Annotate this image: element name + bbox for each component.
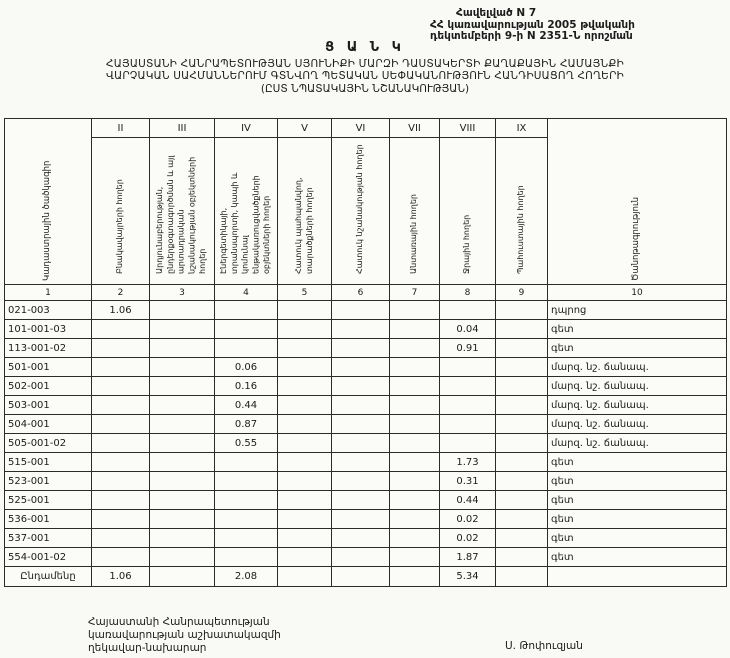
row-note: գետ <box>548 529 727 548</box>
row-value <box>278 396 332 415</box>
row-value <box>440 301 496 320</box>
row-value <box>215 301 278 320</box>
row-value <box>92 358 150 377</box>
row-note: գետ <box>548 320 727 339</box>
row-value <box>278 358 332 377</box>
row-value: 1.73 <box>440 453 496 472</box>
row-value <box>150 434 215 453</box>
row-value <box>215 339 278 358</box>
table-row <box>5 434 727 453</box>
table-body <box>5 301 727 587</box>
row-value <box>278 510 332 529</box>
row-value <box>215 472 278 491</box>
row-value <box>496 548 548 567</box>
row-note: մարզ. նշ. ճանապ. <box>548 415 727 434</box>
row-note: գետ <box>548 472 727 491</box>
row-value <box>215 453 278 472</box>
row-value <box>332 529 390 548</box>
title-line-1: ՀԱՅԱՍՏԱՆԻ ՀԱՆՐԱՊԵՏՈՒԹՅԱՆ ՍՅՈՒՆԻՔԻ ՄԱՐԶԻ ԴԱՍՏԱԿԵՐՏԻ ՔԱՂԱՔԱՅԻՆ ՀԱՄԱՅՆՔԻ <box>106 57 624 70</box>
row-value <box>150 548 215 567</box>
appendix-header <box>430 8 635 43</box>
row-note: գետ <box>548 339 727 358</box>
row-note: գետ <box>548 548 727 567</box>
col-number: 9 <box>496 285 548 301</box>
row-value <box>278 377 332 396</box>
row-value: 0.44 <box>440 491 496 510</box>
table-row <box>5 358 727 377</box>
row-note: մարզ. նշ. ճանապ. <box>548 396 727 415</box>
row-value <box>150 472 215 491</box>
row-cadastral-code: 502-001 <box>5 377 92 396</box>
row-value <box>332 567 390 587</box>
row-value <box>92 377 150 396</box>
row-value <box>496 510 548 529</box>
roman-numeral-row <box>5 119 727 138</box>
row-value: 0.02 <box>440 510 496 529</box>
table-row <box>5 529 727 548</box>
row-value <box>390 472 440 491</box>
row-cadastral-code: 501-001 <box>5 358 92 377</box>
table-row <box>5 510 727 529</box>
row-cadastral-code: 504-001 <box>5 415 92 434</box>
row-value <box>440 358 496 377</box>
table-row <box>5 415 727 434</box>
title-block <box>0 40 730 95</box>
table-row <box>5 453 727 472</box>
row-note: գետ <box>548 453 727 472</box>
row-cadastral-code: 021-003 <box>5 301 92 320</box>
row-value <box>332 548 390 567</box>
row-value <box>332 339 390 358</box>
row-value <box>390 396 440 415</box>
row-value <box>92 396 150 415</box>
row-value <box>278 320 332 339</box>
row-value <box>150 510 215 529</box>
row-value <box>92 415 150 434</box>
row-value <box>150 567 215 587</box>
row-value <box>92 548 150 567</box>
row-value <box>332 320 390 339</box>
row-value <box>390 377 440 396</box>
row-value <box>278 415 332 434</box>
row-value <box>92 434 150 453</box>
row-value: 0.55 <box>215 434 278 453</box>
row-value <box>496 567 548 587</box>
row-value <box>92 510 150 529</box>
col-number: 2 <box>92 285 150 301</box>
row-value <box>278 567 332 587</box>
row-value <box>215 320 278 339</box>
row-value <box>332 415 390 434</box>
page-title: Ց Ա Ն Կ <box>325 40 405 55</box>
row-value <box>390 339 440 358</box>
row-value: 0.91 <box>440 339 496 358</box>
signature-name: Ս. Թոփուզյան <box>505 640 583 652</box>
row-value: 0.87 <box>215 415 278 434</box>
col-number: 7 <box>390 285 440 301</box>
col-header-residential-lands: Բնակավայրերի հողեր <box>92 138 150 285</box>
row-value <box>150 453 215 472</box>
row-value <box>150 491 215 510</box>
col-header-special-purpose-lands: Հատուկ նշանակության հողեր <box>332 138 390 285</box>
row-value <box>390 301 440 320</box>
row-value <box>278 548 332 567</box>
row-value <box>215 510 278 529</box>
col-roman-iii: III <box>150 119 215 138</box>
row-value: 1.06 <box>92 567 150 587</box>
row-value <box>332 453 390 472</box>
row-value <box>150 377 215 396</box>
row-value <box>390 567 440 587</box>
col-number: 5 <box>278 285 332 301</box>
row-value <box>390 548 440 567</box>
row-value <box>390 434 440 453</box>
row-value <box>150 396 215 415</box>
row-value: 0.04 <box>440 320 496 339</box>
row-value <box>496 434 548 453</box>
row-value <box>92 320 150 339</box>
row-value <box>150 529 215 548</box>
table-row <box>5 396 727 415</box>
row-value <box>215 491 278 510</box>
table-row <box>5 472 727 491</box>
row-value <box>150 339 215 358</box>
row-value <box>496 358 548 377</box>
row-value <box>390 358 440 377</box>
row-note: գետ <box>548 510 727 529</box>
col-number: 3 <box>150 285 215 301</box>
row-note: մարզ. նշ. ճանապ. <box>548 434 727 453</box>
col-header-protected-lands: Հատուկ պահպանվող, տարածքների հողեր <box>278 138 332 285</box>
row-value: 0.02 <box>440 529 496 548</box>
row-value <box>278 453 332 472</box>
col-header-forest-lands: Անտառային հողեր <box>390 138 440 285</box>
footer-signatory-title <box>88 616 281 655</box>
appendix-number: Հավելված N 7 <box>456 7 537 19</box>
row-value <box>496 415 548 434</box>
row-value <box>92 453 150 472</box>
total-label: Ընդամենը <box>5 567 92 587</box>
col-number: 4 <box>215 285 278 301</box>
row-value <box>390 415 440 434</box>
land-table <box>4 118 727 587</box>
cadastral-code-label: Կադաստրային ծածկագիր <box>42 160 53 281</box>
col-roman-viii: VIII <box>440 119 496 138</box>
col-header-cadastral-code <box>5 119 92 285</box>
title-line-3: (ԸՍՏ ՆՊԱՏԱԿԱՅԻՆ ՆՇԱՆԱԿՈՒԹՅԱՆ) <box>260 82 470 95</box>
table-row <box>5 301 727 320</box>
row-value <box>390 529 440 548</box>
row-value <box>496 339 548 358</box>
row-value <box>390 453 440 472</box>
row-value: 0.31 <box>440 472 496 491</box>
col-header-infrastructure-lands: Էներգետիկայի, տրանսպորտի, կապի և կոմունալ ենթակառուցվածքների օբյեկտների հողեր <box>215 138 278 285</box>
row-value <box>496 453 548 472</box>
row-value <box>332 377 390 396</box>
table-row <box>5 377 727 396</box>
row-value: 1.87 <box>440 548 496 567</box>
row-cadastral-code: 554-001-02 <box>5 548 92 567</box>
row-value: 2.08 <box>215 567 278 587</box>
row-value <box>496 301 548 320</box>
row-note: գետ <box>548 491 727 510</box>
row-note <box>548 567 727 587</box>
table-row <box>5 320 727 339</box>
row-value <box>390 320 440 339</box>
row-value: 0.16 <box>215 377 278 396</box>
row-value <box>92 472 150 491</box>
row-value <box>332 510 390 529</box>
row-value <box>278 434 332 453</box>
col-number: 6 <box>332 285 390 301</box>
row-cadastral-code: 515-001 <box>5 453 92 472</box>
row-value <box>332 358 390 377</box>
row-value <box>215 548 278 567</box>
row-value <box>278 529 332 548</box>
row-value <box>496 472 548 491</box>
table-row <box>5 548 727 567</box>
footer-line-2: կառավարության աշխատակազմի <box>88 629 281 642</box>
row-value <box>332 396 390 415</box>
row-value <box>440 415 496 434</box>
row-value: 0.44 <box>215 396 278 415</box>
row-cadastral-code: 523-001 <box>5 472 92 491</box>
table-row <box>5 491 727 510</box>
footer-line-1: Հայաստանի Հանրապետության <box>88 616 270 628</box>
col-number: 8 <box>440 285 496 301</box>
row-value <box>332 472 390 491</box>
row-value: 0.06 <box>215 358 278 377</box>
row-value <box>92 529 150 548</box>
row-cadastral-code: 536-001 <box>5 510 92 529</box>
row-value <box>278 491 332 510</box>
row-value: 1.06 <box>92 301 150 320</box>
col-roman-ix: IX <box>496 119 548 138</box>
appendix-decree-line2: դեկտեմբերի 9-ի N 2351-Ն որոշման <box>430 30 633 43</box>
row-value: 5.34 <box>440 567 496 587</box>
col-roman-ii: II <box>92 119 150 138</box>
row-note: դպրոց <box>548 301 727 320</box>
row-value <box>150 320 215 339</box>
row-value <box>440 434 496 453</box>
row-value <box>332 491 390 510</box>
title-line-2: ՎԱՐՉԱԿԱՆ ՍԱՀՄԱՆՆԵՐՈՒՄ ԳՏՆՎՈՂ ՊԵՏԱԿԱՆ ՍԵՓԱԿԱՆՈՒԹՅՈՒՆ ՀԱՆԴԻՍԱՑՈՂ ՀՈՂԵՐԻ <box>105 70 625 83</box>
row-value <box>496 491 548 510</box>
notes-label: Ծանոթագրություն <box>631 196 642 281</box>
table-row <box>5 339 727 358</box>
row-value <box>390 510 440 529</box>
row-value <box>496 529 548 548</box>
footer-line-3: ղեկավար-նախարար <box>88 642 207 655</box>
row-value <box>92 339 150 358</box>
row-value <box>215 529 278 548</box>
row-value <box>440 377 496 396</box>
col-header-water-lands: Ջրային հողեր <box>440 138 496 285</box>
col-roman-vi: VI <box>332 119 390 138</box>
row-cadastral-code: 503-001 <box>5 396 92 415</box>
row-value <box>496 377 548 396</box>
col-roman-v: V <box>278 119 332 138</box>
col-header-reserve-lands: Պահուստային հողեր <box>496 138 548 285</box>
row-value <box>440 396 496 415</box>
column-number-row <box>5 285 727 301</box>
total-row <box>5 567 727 587</box>
row-value <box>390 491 440 510</box>
appendix-decree-line1: ՀՀ կառավարության 2005 թվականի <box>430 18 635 31</box>
row-cadastral-code: 537-001 <box>5 529 92 548</box>
row-value <box>278 472 332 491</box>
row-value <box>278 301 332 320</box>
row-value <box>150 358 215 377</box>
row-cadastral-code: 101-001-03 <box>5 320 92 339</box>
row-value <box>496 396 548 415</box>
row-value <box>92 491 150 510</box>
row-value <box>496 320 548 339</box>
row-cadastral-code: 505-001-02 <box>5 434 92 453</box>
col-header-industrial-lands: Արդյունաբերության, ընդերքօգտագործման և այլ արտադրական նշանակության օբյեկտների հողեր <box>150 138 215 285</box>
row-value <box>150 415 215 434</box>
col-number: 1 <box>5 285 92 301</box>
col-header-notes <box>548 119 727 285</box>
row-cadastral-code: 113-001-02 <box>5 339 92 358</box>
row-note: մարզ. նշ. ճանապ. <box>548 358 727 377</box>
col-roman-vii: VII <box>390 119 440 138</box>
row-cadastral-code: 525-001 <box>5 491 92 510</box>
row-value <box>332 301 390 320</box>
row-value <box>332 434 390 453</box>
row-value <box>278 339 332 358</box>
row-note: մարզ. նշ. ճանապ. <box>548 377 727 396</box>
col-number: 10 <box>548 285 727 301</box>
col-roman-iv: IV <box>215 119 278 138</box>
row-value <box>150 301 215 320</box>
